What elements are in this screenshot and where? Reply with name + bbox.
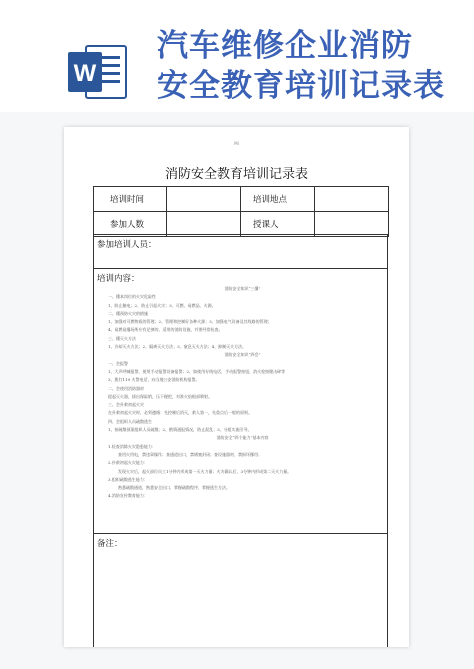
content-section [93, 268, 388, 534]
content-line: 4、易燃易爆场所应有足够的、适用的消防设施，并要经常检查。 [108, 327, 223, 333]
content-line: 查用火用电，禁违章操作；查通道出口，禁堵塞封闭；查设施器材，禁损坏挪用； [118, 451, 262, 457]
training-time-label: 培训时间 [94, 187, 167, 212]
content-line: 熟悉疏散通道，熟悉安全出口，掌握疏散程序，掌握逃生方法。 [118, 485, 230, 491]
content-line: 3.组织疏散逃生能力： [108, 476, 148, 482]
content-line: 1、按疏散预案组织人员疏散；2、酌情通报情况，防止混乱；3、分组实施引导。 [108, 427, 252, 433]
content-line: 三、会扑救初起火灾 [108, 402, 144, 408]
banner [0, 0, 474, 112]
title-line-1: 汽车维修企业消防 [157, 28, 413, 64]
participant-count-value[interactable] [167, 212, 241, 237]
content-line: 消防安全知识“三懂” [224, 286, 261, 291]
word-icon-letter: W [73, 60, 97, 87]
content-line: 2.扑救初起火灾能力： [108, 460, 148, 466]
content-line: 四、会组织人员疏散逃生 [108, 418, 152, 424]
remarks-section [93, 533, 388, 647]
content-line: 4.消防宣传教育能力： [108, 493, 148, 499]
content-line: 一、会报警 [108, 360, 128, 366]
content-line: 1、冷却灭火方法；2、隔离灭火方法；3、窒息灭火方法；4、抑制灭火方法。 [108, 344, 247, 350]
instructor-label: 授课人 [241, 212, 315, 237]
table-row [94, 187, 389, 212]
document-title [157, 26, 467, 106]
content-line: 消防安全知识“四会” [224, 352, 261, 358]
participants-label: 参加培训人员： [97, 240, 157, 250]
content-lines [100, 285, 385, 501]
content-line: 1、加强对可燃物质的管理；2、管理和控制好各种火源；3、加强电气设备及其线路的管理； [108, 319, 272, 325]
page-mark: Mi [234, 141, 239, 146]
content-line: 消防安全“四个能力”基本内容 [216, 435, 269, 441]
remarks-label: 备注： [97, 539, 123, 549]
form-title: 消防安全教育培训记录表 [164, 167, 308, 182]
word-document-icon [66, 40, 130, 104]
content-label: 培训内容： [97, 274, 140, 284]
content-line: 三、懂灭火方法 [108, 335, 136, 341]
content-line: 在扑救初起火灾时，必须遵循：先控制后消灭，救人第一，先重点后一般的原则。 [108, 410, 252, 416]
content-line: 提起灭火器，拔出保险销，压下握把，对准火焰根部喷射。 [108, 393, 212, 399]
participant-count-label: 参加人数 [94, 212, 167, 237]
instructor-value[interactable] [315, 212, 389, 237]
content-line: 发现火灾后，起火部位员工1分钟内形成第一灭火力量；火灾确认后，3分钟内形成第二灭火力量。 [118, 468, 292, 474]
training-location-value[interactable] [315, 187, 389, 212]
content-line: 二、会使用消防器材 [108, 385, 144, 391]
document-page [64, 127, 409, 647]
title-line-2: 安全教育培训记录表 [157, 68, 445, 104]
content-line: 1.检查消除火灾隐患能力： [108, 443, 156, 449]
training-time-value[interactable] [167, 187, 241, 212]
table-row [94, 212, 389, 237]
training-location-label: 培训地点 [241, 187, 315, 212]
content-line: 3、拨打119 火警电话，向当地公安消防机构报警。 [108, 377, 200, 383]
content-line: 1、大声呼喊报警，使用手动报警设备报警；2、如使用专线电话，手动报警按钮，消火栓按键击碎等 [108, 368, 286, 374]
info-table [93, 186, 389, 237]
content-line: 二、懂预防火灾的措施 [108, 310, 148, 316]
content-line: 一、懂本岗位的火灾危险性 [108, 294, 156, 300]
participants-section [93, 234, 388, 269]
content-line: 1、防止触电；2、防止引起火灾；3、可燃、易燃品、火源。 [108, 302, 216, 308]
